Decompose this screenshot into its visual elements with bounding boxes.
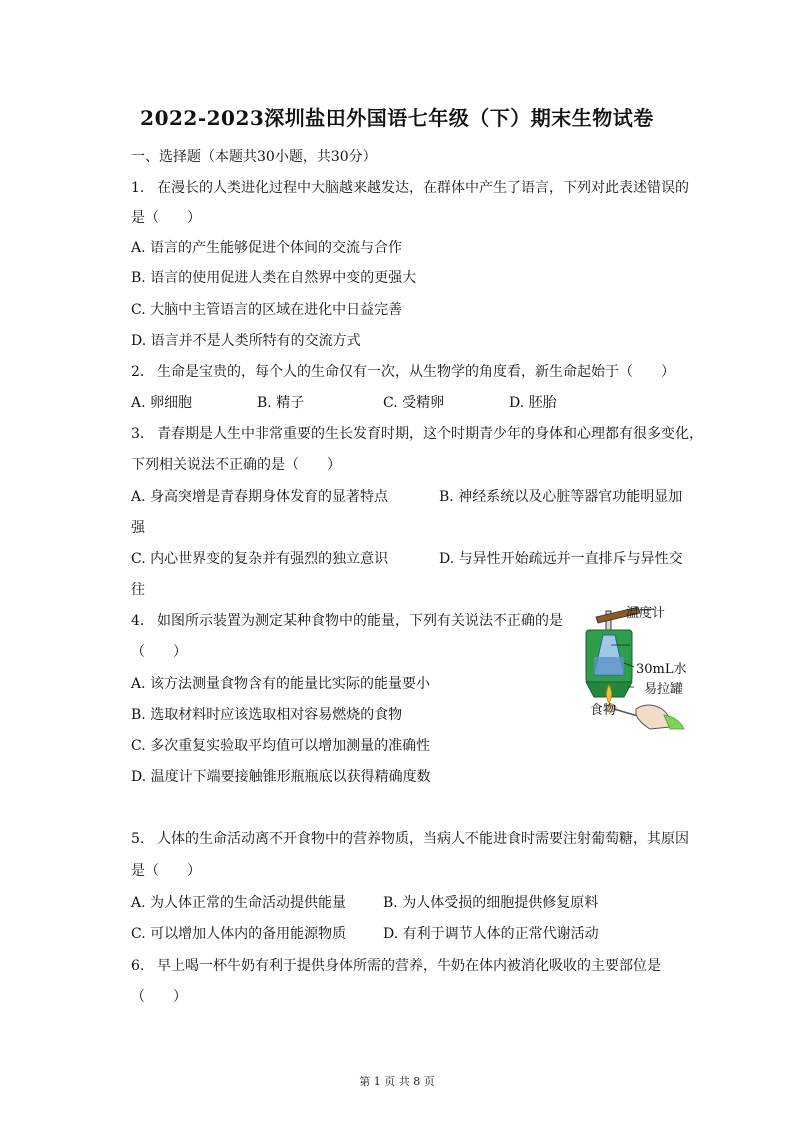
question-5-stem bbox=[131, 829, 689, 849]
question-5-stem-cont: 是（ ） bbox=[131, 863, 201, 879]
q5-options-cd bbox=[131, 924, 599, 944]
food-energy-apparatus-figure bbox=[566, 605, 706, 730]
q4-option-d: D. 温度计下端要接触锥形瓶瓶底以获得精确度数 bbox=[131, 769, 431, 785]
q2-options bbox=[131, 393, 557, 413]
q3-option-c: C. 内心世界变的复杂并有强烈的独立意识 bbox=[131, 551, 389, 567]
question-6-stem bbox=[131, 956, 661, 976]
q3-options-ab bbox=[131, 487, 682, 507]
q2-option-d: D. 胚胎 bbox=[509, 395, 557, 411]
question-1-stem bbox=[131, 178, 689, 198]
question-number: 5. bbox=[131, 831, 145, 847]
question-text: 生命是宝贵的，每个人的生命仅有一次，从生物学的角度看，新生命起始于（ ） bbox=[157, 364, 675, 380]
question-number: 2. bbox=[131, 364, 145, 380]
question-text: 青春期是人生中非常重要的生长发育时期，这个时期青少年的身体和心理都有很多变化， bbox=[157, 426, 703, 442]
question-3-stem bbox=[131, 424, 703, 444]
label-water: 30mL水 bbox=[636, 662, 687, 677]
q4-option-a: A. 该方法测量食物含有的能量比实际的能量要小 bbox=[131, 676, 431, 692]
q1-option-b: B. 语言的使用促进人类在自然界中变的更强大 bbox=[131, 270, 417, 286]
q5-options-ab bbox=[131, 893, 598, 913]
q5-option-d: D. 有利于调节人体的正常代谢活动 bbox=[383, 926, 599, 942]
label-food: 食物 bbox=[590, 703, 617, 718]
question-number: 3. bbox=[131, 426, 145, 442]
exam-title: 2022-2023深圳盐田外国语七年级（下）期末生物试卷 bbox=[140, 106, 654, 130]
question-text: 早上喝一杯牛奶有利于提供身体所需的营养，牛奶在体内被消化吸收的主要部位是 bbox=[157, 958, 661, 974]
question-6-stem-cont: （ ） bbox=[131, 989, 187, 1005]
q1-option-c: C. 大脑中主管语言的区域在进化中日益完善 bbox=[131, 302, 403, 318]
question-text: 人体的生命活动离不开食物中的营养物质，当病人不能进食时需要注射葡萄糖，其原因 bbox=[157, 831, 689, 847]
q2-option-c: C. 受精卵 bbox=[383, 395, 445, 411]
question-4-stem bbox=[131, 611, 563, 631]
q5-option-a: A. 为人体正常的生命活动提供能量 bbox=[131, 895, 347, 911]
q1-option-a: A. 语言的产生能够促进个体间的交流与合作 bbox=[131, 240, 403, 256]
question-number: 6. bbox=[131, 958, 145, 974]
question-4-stem-cont: （ ） bbox=[131, 644, 187, 660]
q3-option-b: B. 神经系统以及心脏等器官功能明显加 bbox=[439, 489, 683, 505]
question-number: 1. bbox=[131, 180, 145, 196]
q5-option-b: B. 为人体受损的细胞提供修复原料 bbox=[383, 895, 599, 911]
q4-option-b: B. 选取材料时应该选取相对容易燃烧的食物 bbox=[131, 707, 403, 723]
q5-option-c: C. 可以增加人体内的备用能源物质 bbox=[131, 926, 347, 942]
q2-option-a: A. 卵细胞 bbox=[131, 395, 193, 411]
q3-option-b-cont: 强 bbox=[131, 520, 145, 536]
q3-option-d-cont: 往 bbox=[131, 582, 145, 598]
q2-option-b: B. 精子 bbox=[257, 395, 305, 411]
label-can: 易拉罐 bbox=[644, 682, 684, 697]
question-text: 如图所示装置为测定某种食物中的能量，下列有关说法不正确的是 bbox=[157, 613, 563, 629]
label-thermometer: 温度计 bbox=[626, 606, 666, 621]
question-2-stem bbox=[131, 362, 675, 382]
question-number: 4. bbox=[131, 613, 145, 629]
question-text: 在漫长的人类进化过程中大脑越来越发达，在群体中产生了语言，下列对此表述错误的 bbox=[157, 180, 689, 196]
question-1-stem-cont: 是（ ） bbox=[131, 210, 201, 226]
q3-option-a: A. 身高突增是青春期身体发育的显著特点 bbox=[131, 489, 389, 505]
page-footer: 第 1 页 共 8 页 bbox=[359, 1075, 435, 1088]
q4-option-c: C. 多次重复实验取平均值可以增加测量的准确性 bbox=[131, 738, 431, 754]
q3-options-cd bbox=[131, 549, 683, 569]
section-heading: 一、选择题（本题共30小题，共30分） bbox=[131, 149, 377, 165]
question-3-stem-cont: 下列相关说法不正确的是（ ） bbox=[131, 457, 341, 473]
q3-option-d: D. 与异性开始疏远并一直排斥与异性交 bbox=[439, 551, 683, 567]
q1-option-d: D. 语言并不是人类所特有的交流方式 bbox=[131, 333, 361, 349]
